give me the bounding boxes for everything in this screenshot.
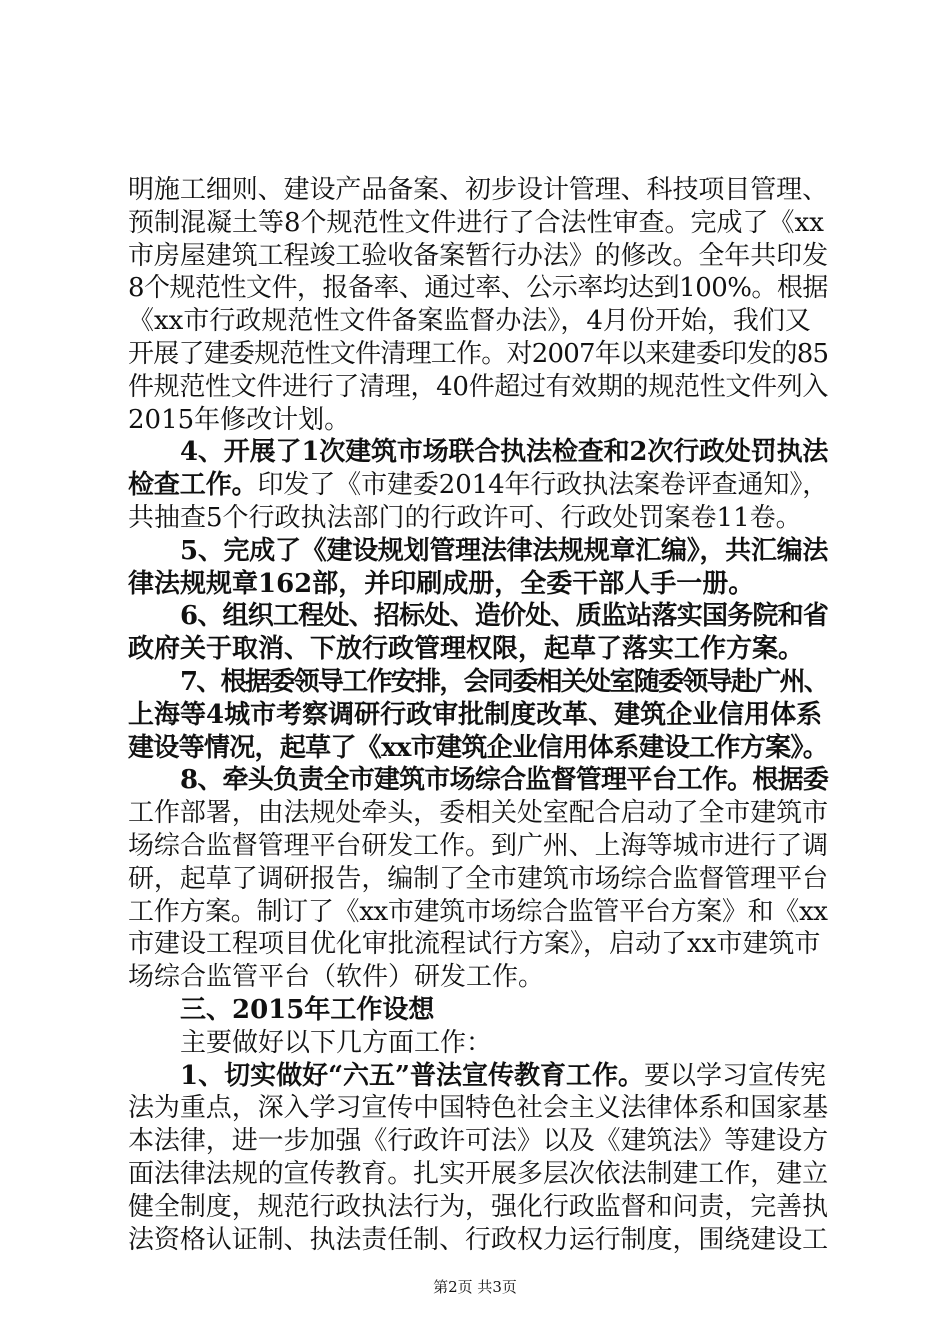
text-line: 三、2015年工作设想 bbox=[180, 994, 435, 1025]
bold-lead: 检查工作。 bbox=[128, 470, 258, 501]
text-line: 主要做好以下几方面工作： bbox=[180, 1027, 493, 1058]
line-rest: 要以学习宣传宪 bbox=[644, 1060, 827, 1091]
text-line: 政府关于取消、下放行政管理权限，起草了落实工作方案。 bbox=[128, 634, 805, 665]
text-line: 6、组织工程处、招标处、造价处、质监站落实国务院和省 bbox=[180, 601, 829, 632]
text-line: 4、开展了1次建筑市场联合执法检查和2次行政处罚执法 bbox=[180, 437, 829, 468]
text-line: 共抽查5个行政执法部门的行政许可、行政处罚案卷11卷。 bbox=[128, 502, 802, 533]
page-footer: 第2页 共3页 bbox=[433, 1278, 517, 1296]
text-line: 预制混凝土等8个规范性文件进行了合法性审查。完成了《xx bbox=[128, 207, 824, 238]
text-line: 法资格认证制、执法责任制、行政权力运行制度，围绕建设工 bbox=[128, 1224, 829, 1255]
bold-lead: 1、切实做好“六五”普法宣传教育工作。 bbox=[180, 1060, 645, 1091]
text-line: 市房屋建筑工程竣工验收备案暂行办法》的修改。全年共印发 bbox=[128, 240, 829, 271]
text-line: 5、完成了《建设规划管理法律法规规章汇编》，共汇编法 bbox=[180, 535, 829, 566]
text-line: 件规范性文件进行了清理，40件超过有效期的规范性文件列入 bbox=[128, 371, 829, 402]
text-line: 明施工细则、建设产品备案、初步设计管理、科技项目管理、 bbox=[128, 175, 829, 205]
text-line: 场综合监督管理平台研发工作。到广州、上海等城市进行了调 bbox=[128, 830, 829, 861]
line-rest: 根据委 bbox=[752, 765, 829, 796]
text-line: 法为重点，深入学习宣传中国特色社会主义法律体系和国家基 bbox=[128, 1093, 829, 1124]
text-line: 7、根据委领导工作安排，会同委相关处室随委领导赴广州、 bbox=[180, 666, 829, 697]
text-line bbox=[128, 1060, 828, 1093]
text-line: 开展了建委规范性文件清理工作。对2007年以来建委印发的85 bbox=[128, 338, 829, 369]
text-line: 本法律，进一步加强《行政许可法》以及《建筑法》等建设方 bbox=[128, 1126, 829, 1157]
text-line: 2015年修改计划。 bbox=[128, 404, 351, 435]
text-line: 研，起草了调研报告，编制了全市建筑市场综合监督管理平台 bbox=[128, 863, 829, 894]
text-line: 市建设工程项目优化审批流程试行方案》，启动了xx市建筑市 bbox=[128, 929, 821, 960]
text-line: 工作部署，由法规处牵头，委相关处室配合启动了全市建筑市 bbox=[128, 798, 829, 829]
text-line bbox=[128, 469, 828, 502]
text-line: 面法律法规的宣传教育。扎实开展多层次依法制建工作，建立 bbox=[128, 1158, 829, 1189]
document-body bbox=[128, 174, 828, 1256]
text-line: 工作方案。制订了《xx市建筑市场综合监管平台方案》和《xx bbox=[128, 896, 828, 927]
bold-lead: 8、牵头负责全市建筑市场综合监督管理平台工作。 bbox=[180, 765, 753, 796]
text-line: 健全制度，规范行政执法行为，强化行政监督和问责，完善执 bbox=[128, 1191, 829, 1222]
text-line bbox=[128, 764, 828, 797]
text-line: 建设等情况，起草了《xx市建筑企业信用体系建设工作方案》。 bbox=[128, 732, 829, 763]
text-line: 上海等4城市考察调研行政审批制度改革、建筑企业信用体系 bbox=[128, 699, 823, 730]
text-line: 律法规规章162部，并印刷成册，全委干部人手一册。 bbox=[128, 568, 755, 599]
text-line: 8个规范性文件，报备率、通过率、公示率均达到100%。根据 bbox=[128, 273, 828, 304]
line-rest: 印发了《市建委2014年行政执法案卷评查通知》， bbox=[257, 470, 829, 501]
text-line: 《xx市行政规范性文件备案监督办法》，4月份开始，我们又 bbox=[128, 306, 811, 337]
text-line: 场综合监管平台（软件）研发工作。 bbox=[128, 962, 545, 993]
